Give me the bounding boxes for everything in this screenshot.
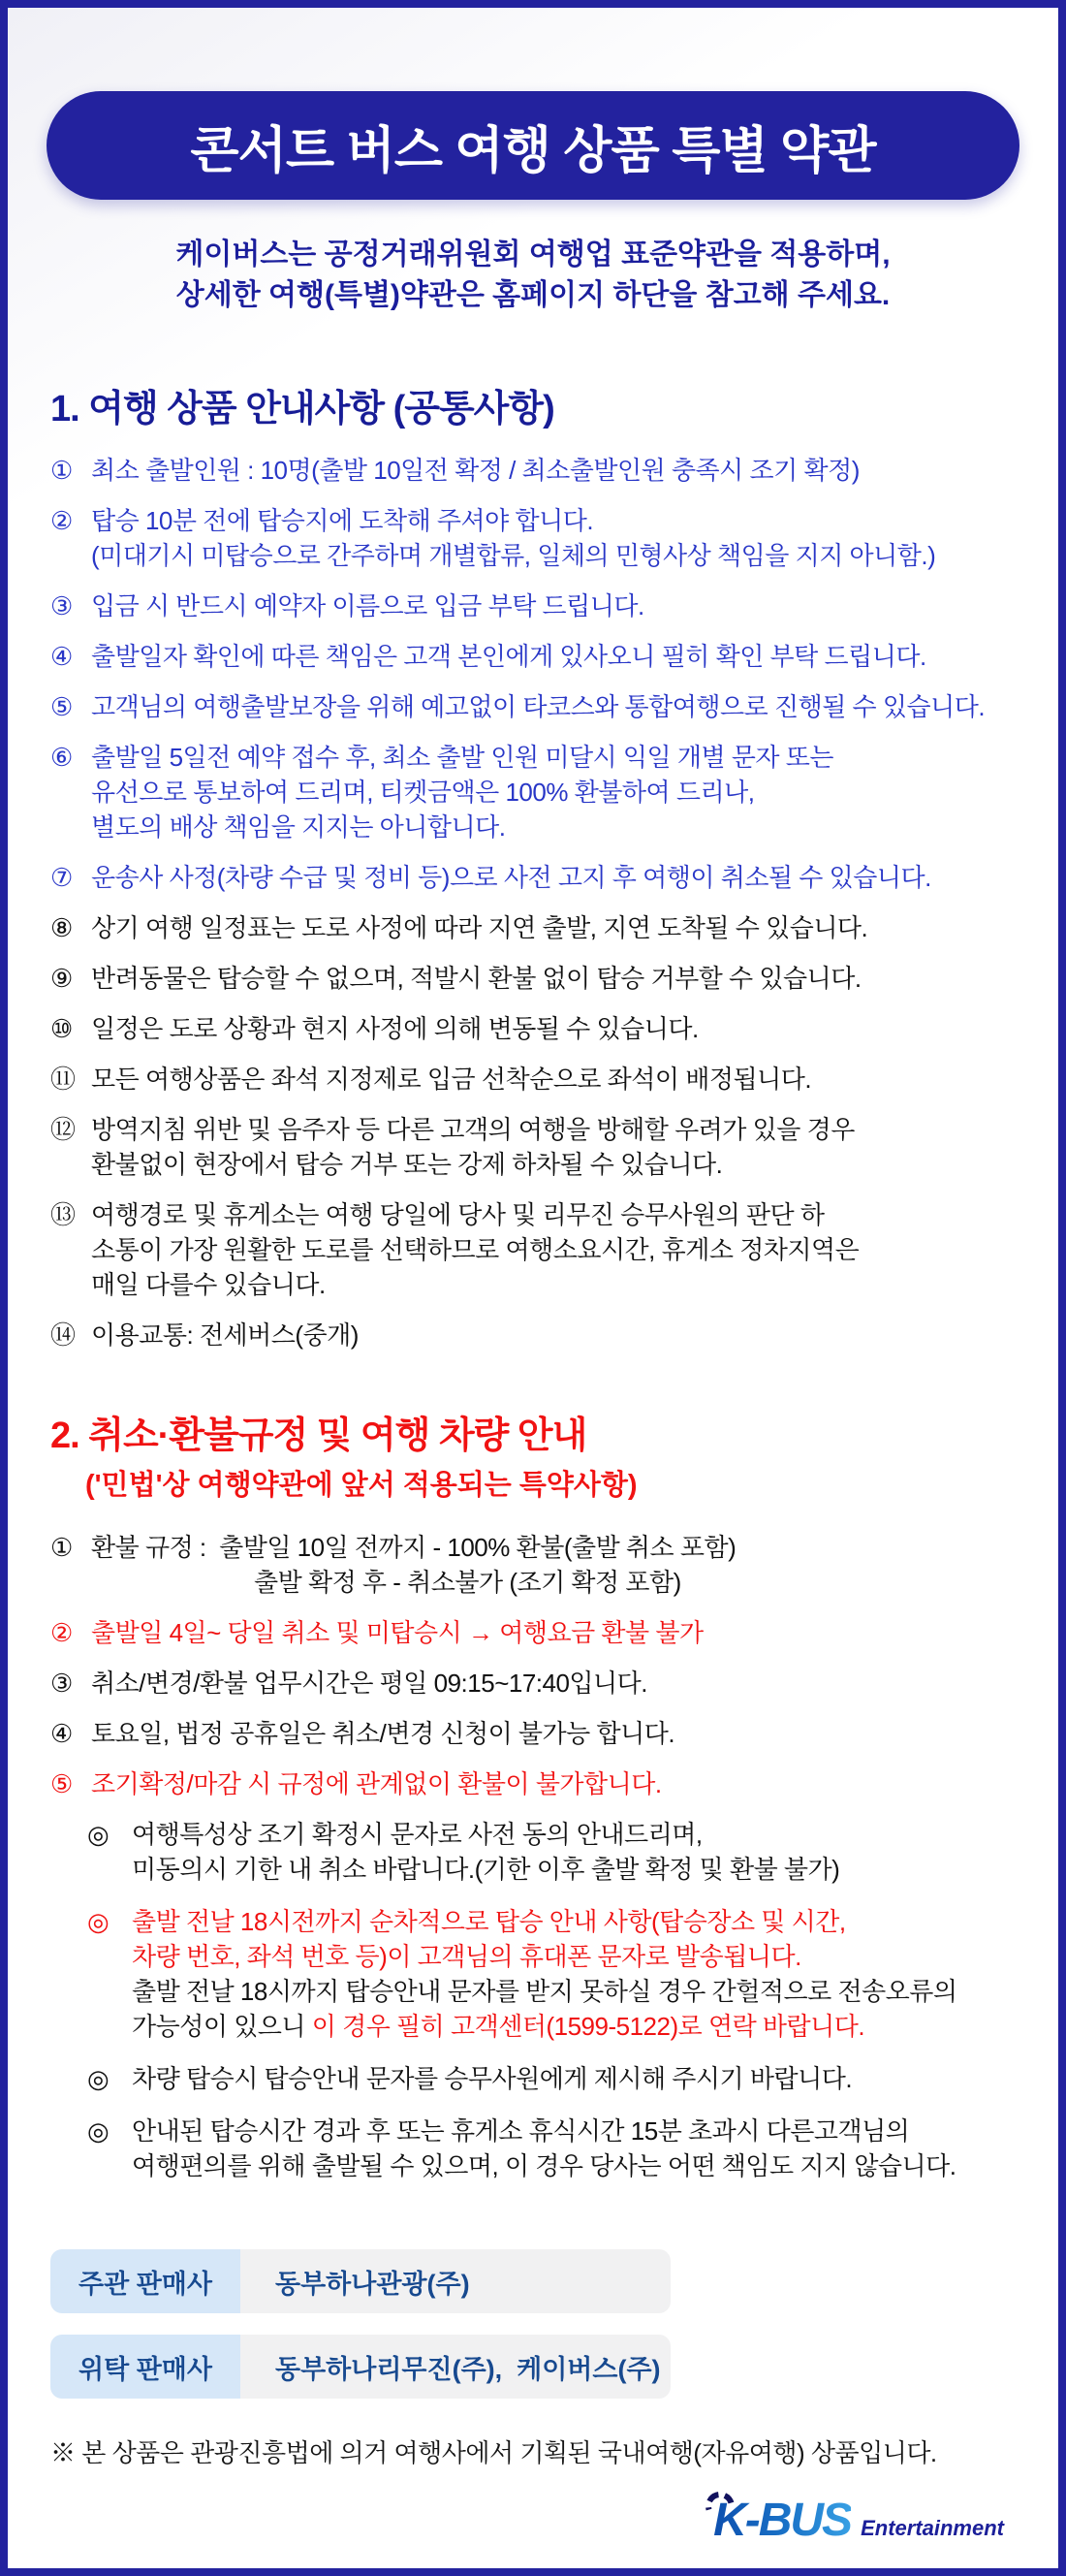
item-marker: ④ — [50, 1719, 73, 1748]
text-segment: 여행경로 및 휴게소는 여행 당일에 당사 및 리무진 승무사원의 판단 하 — [91, 1200, 825, 1229]
item-line — [91, 1615, 1016, 1650]
item-line — [91, 453, 1016, 488]
terms-item — [50, 1197, 1016, 1302]
text-segment: 토요일, 법정 공휴일은 취소/변경 신청이 불가능 합니다. — [91, 1719, 675, 1748]
item-line — [132, 1817, 1016, 1852]
item-line — [91, 639, 1016, 674]
info-table-row — [50, 2249, 671, 2313]
item-marker: ① — [50, 1533, 73, 1562]
terms-item — [50, 860, 1016, 895]
terms-item — [87, 1904, 1016, 2044]
text-segment: 차량 탑승시 탑승안내 문자를 승무사원에게 제시해 주시기 바랍니다. — [132, 2064, 853, 2093]
section2-subheading: ('민법'상 여행약관에 앞서 적용되는 특약사항) — [85, 1470, 638, 1501]
item-marker: ◎ — [87, 2064, 110, 2093]
terms-item — [50, 1318, 1016, 1352]
item-line — [132, 2114, 1016, 2148]
item-line — [91, 1197, 1016, 1232]
terms-item — [50, 1766, 1016, 1801]
kbus-logo — [713, 2494, 1004, 2547]
item-marker: ⑭ — [50, 1320, 76, 1350]
terms-item — [87, 2061, 1016, 2096]
section2-subitems — [87, 1817, 1016, 2183]
item-marker: ◎ — [87, 2116, 110, 2146]
item-marker: ⑩ — [50, 1014, 73, 1043]
terms-item — [50, 639, 1016, 674]
text-segment: 유선으로 통보하여 드리며, 티켓금액은 100% 환불하여 드리나, — [91, 778, 755, 807]
terms-item — [50, 1615, 1016, 1650]
kbus-logo-text — [713, 2494, 851, 2547]
info-row-label: 위탁 판매사 — [50, 2335, 240, 2399]
text-segment: 조기확정/마감 시 규정에 관계없이 환불이 불가합니다. — [91, 1769, 662, 1798]
text-segment: 차량 번호, 좌석 번호 등)이 고객님의 휴대폰 문자로 발송됩니다. — [132, 1942, 801, 1971]
terms-item — [50, 1011, 1016, 1046]
item-line — [91, 1267, 1016, 1302]
text-segment: 미동의시 기한 내 취소 바랍니다.(기한 이후 출발 확정 및 환불 불가) — [132, 1855, 840, 1884]
text-segment: 최소 출발인원 : 10명(출발 10일전 확정 / 최소출발인원 충족시 조기 확정) — [91, 456, 860, 485]
text-segment: 환불 규정 : 출발일 10일 전까지 - 100% 환불(출발 취소 포함) — [91, 1533, 737, 1562]
item-line — [91, 740, 1016, 775]
terms-item — [87, 1817, 1016, 1887]
item-line — [132, 2148, 1016, 2183]
item-marker: ⑧ — [50, 913, 73, 942]
item-line — [132, 1904, 1016, 1939]
terms-item — [50, 503, 1016, 573]
item-line — [132, 1939, 1016, 1974]
item-line — [91, 1011, 1016, 1046]
terms-item — [50, 1666, 1016, 1701]
item-marker: ⑤ — [50, 692, 73, 721]
item-line — [91, 1318, 1016, 1352]
item-line — [91, 1062, 1016, 1097]
kbus-logo-suffix: Entertainment — [861, 2516, 1004, 2540]
item-marker: ② — [50, 506, 73, 535]
text-segment: 출발일 5일전 예약 접수 후, 최소 출발 인원 미달시 익일 개별 문자 또는 — [91, 743, 833, 772]
text-segment: 출발일 4일~ 당일 취소 및 미탑승시 → 여행요금 환불 불가 — [91, 1618, 704, 1647]
item-line — [91, 1716, 1016, 1751]
text-segment: 출발일자 확인에 따른 책임은 고객 본인에게 있사오니 필히 확인 부탁 드립니다. — [91, 642, 926, 671]
terms-item — [50, 740, 1016, 844]
item-line — [91, 860, 1016, 895]
item-marker: ⑦ — [50, 863, 73, 892]
text-segment: 탑승 10분 전에 탑승지에 도착해 주셔야 합니다. — [91, 506, 594, 535]
item-line — [91, 910, 1016, 945]
item-line — [132, 2061, 1016, 2096]
item-line — [91, 1112, 1016, 1147]
text-segment: 이 경우 필히 고객센터(1599-5122)로 연락 바랍니다. — [311, 2012, 865, 2041]
text-segment: (미대기시 미탑승으로 간주하며 개별합류, 일체의 민형사상 책임을 지지 아니함.) — [91, 541, 936, 570]
info-row-value: 동부하나리무진(주), 케이버스(주) — [240, 2335, 671, 2399]
text-segment: 상기 여행 일정표는 도로 사정에 따라 지연 출발, 지연 도착될 수 있습니다. — [91, 913, 868, 942]
info-table-row — [50, 2335, 671, 2399]
item-line — [132, 2009, 1016, 2044]
item-marker: ⑪ — [50, 1065, 76, 1094]
item-line — [91, 1666, 1016, 1701]
subtitle-line-2: 상세한 여행(특별)약관은 홈페이지 하단을 참고해 주세요. — [175, 279, 891, 311]
text-segment: 출발 확정 후 - 취소불가 (조기 확정 포함) — [254, 1568, 681, 1597]
kbus-logo-wordmark: K-BUS — [713, 2495, 852, 2546]
item-line — [91, 810, 1016, 844]
terms-item — [50, 1716, 1016, 1751]
text-segment: 여행특성상 조기 확정시 문자로 사전 동의 안내드리며, — [132, 1820, 703, 1849]
terms-item — [50, 588, 1016, 623]
item-marker: ④ — [50, 642, 73, 671]
text-segment: 이용교통: 전세버스(중개) — [91, 1320, 359, 1350]
item-line — [91, 1766, 1016, 1801]
text-segment: 방역지침 위반 및 음주자 등 다른 고객의 여행을 방해할 우려가 있을 경우 — [91, 1115, 855, 1144]
terms-item — [50, 1530, 1016, 1600]
item-line — [91, 538, 1016, 573]
item-marker: ⑬ — [50, 1200, 76, 1229]
content — [8, 378, 1058, 2469]
item-line — [132, 1974, 1016, 2009]
text-segment: 고객님의 여행출발보장을 위해 예고없이 타코스와 통합여행으로 진행될 수 있습니다. — [91, 692, 986, 721]
text-segment: 환불없이 현장에서 탑승 거부 또는 강제 하차될 수 있습니다. — [91, 1150, 723, 1179]
terms-item — [50, 1112, 1016, 1182]
info-row-label: 주관 판매사 — [50, 2249, 240, 2313]
text-segment: 별도의 배상 책임을 지지는 아니합니다. — [91, 812, 506, 842]
text-segment: 가능성이 있으니 — [132, 2012, 312, 2041]
item-marker: ◎ — [87, 1907, 110, 1936]
text-segment: 운송사 사정(차량 수급 및 정비 등)으로 사전 고지 후 여행이 취소될 수 있습니다. — [91, 863, 931, 892]
item-line — [91, 689, 1016, 724]
terms-item — [87, 2114, 1016, 2183]
text-segment: 출발 전날 18시전까지 순차적으로 탑승 안내 사항(탑승장소 및 시간, — [132, 1907, 846, 1936]
terms-item — [50, 910, 1016, 945]
terms-item — [50, 453, 1016, 488]
section2-heading: 2. 취소·환불규정 및 여행 차량 안내 — [50, 1415, 587, 1456]
item-marker: ⑤ — [50, 1769, 73, 1798]
page-title: 콘서트 버스 여행 상품 특별 약관 — [190, 122, 876, 179]
terms-item — [50, 961, 1016, 996]
text-segment: 여행편의를 위해 출발될 수 있으며, 이 경우 당사는 어떤 책임도 지지 않습니다. — [132, 2151, 956, 2180]
item-line — [91, 503, 1016, 538]
text-segment: 일정은 도로 상황과 현지 사정에 의해 변동될 수 있습니다. — [91, 1014, 699, 1043]
item-line — [132, 1852, 1016, 1887]
text-segment: 반려동물은 탑승할 수 없으며, 적발시 환불 없이 탑승 거부할 수 있습니다. — [91, 964, 862, 993]
item-marker: ② — [50, 1618, 73, 1647]
subtitle — [8, 235, 1058, 316]
section1-heading: 1. 여행 상품 안내사항 (공통사항) — [50, 389, 554, 429]
item-line — [91, 1147, 1016, 1182]
item-marker: ⑥ — [50, 743, 73, 772]
item-line — [91, 588, 1016, 623]
item-line — [91, 961, 1016, 996]
subtitle-line-1: 케이버스는 공정거래위원회 여행업 표준약관을 적용하며, — [175, 239, 891, 270]
item-marker: ⑨ — [50, 964, 73, 993]
text-segment: 출발 전날 18시까지 탑승안내 문자를 받지 못하실 경우 간헐적으로 전송오류의 — [132, 1977, 957, 2006]
item-marker: ◎ — [87, 1820, 110, 1849]
item-marker: ③ — [50, 591, 73, 620]
text-segment: 매일 다를수 있습니다. — [91, 1270, 326, 1299]
text-segment: 취소/변경/환불 업무시간은 평일 09:15~17:40입니다. — [91, 1669, 648, 1698]
info-row-value: 동부하나관광(주) — [240, 2249, 671, 2313]
text-segment: 안내된 탑승시간 경과 후 또는 휴게소 휴식시간 15분 초과시 다른고객님의 — [132, 2116, 910, 2146]
footer-note: ※ 본 상품은 관광진흥법에 의거 여행사에서 기획된 국내여행(자유여행) 상품입니다. — [50, 2438, 937, 2467]
item-marker: ③ — [50, 1669, 73, 1698]
item-line — [254, 1565, 1016, 1600]
item-marker: ⑫ — [50, 1115, 76, 1144]
title-banner — [47, 91, 1019, 200]
section1-items — [50, 453, 1016, 1352]
item-line — [91, 1530, 1016, 1565]
text-segment: 소통이 가장 원활한 도로를 선택하므로 여행소요시간, 휴게소 정차지역은 — [91, 1235, 860, 1264]
terms-item — [50, 689, 1016, 724]
text-segment: 입금 시 반드시 예약자 이름으로 입금 부탁 드립니다. — [91, 591, 644, 620]
item-line — [91, 775, 1016, 810]
item-line — [91, 1232, 1016, 1267]
section2-items — [50, 1530, 1016, 1801]
text-segment: 모든 여행상품은 좌석 지정제로 입금 선착순으로 좌석이 배정됩니다. — [91, 1065, 812, 1094]
info-table — [50, 2249, 1016, 2399]
terms-item — [50, 1062, 1016, 1097]
item-marker: ① — [50, 456, 73, 485]
